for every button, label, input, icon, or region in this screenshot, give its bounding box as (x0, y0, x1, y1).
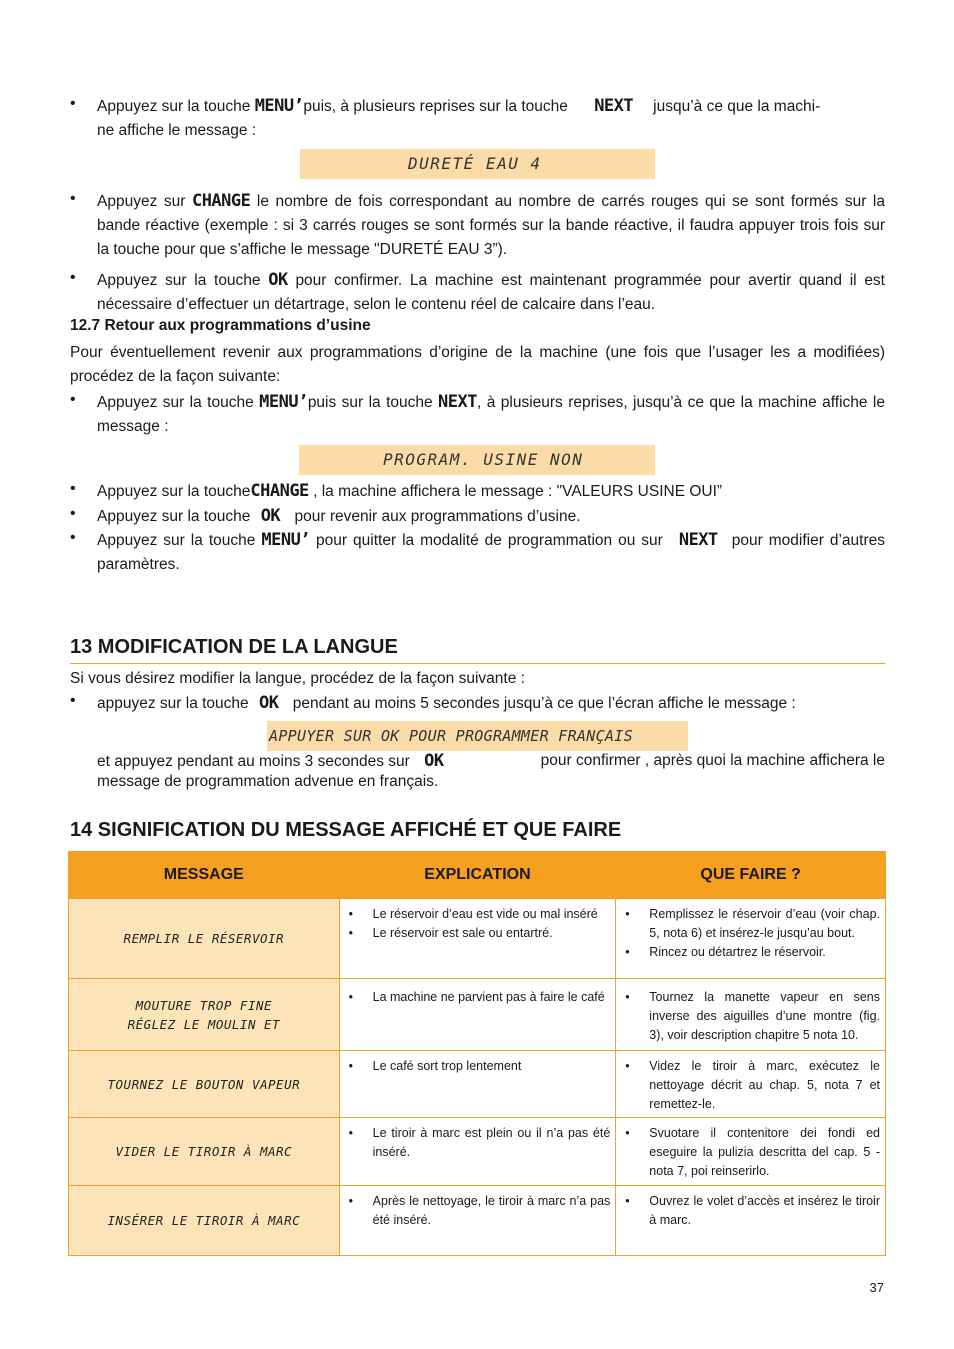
list-item: • Tournez la manette vapeur en sens inverse des aiguilles d’une montre (fig. 3), voir description chapitre 5 nota 10. (625, 988, 880, 1045)
instruction-paragraph: Appuyez sur la touche OK pour revenir aux programmations d’usine. (97, 506, 581, 526)
message-table (68, 851, 886, 1256)
section-title: 13 MODIFICATION DE LA LANGUE (70, 636, 398, 658)
next-key: NEXT (678, 530, 718, 550)
table-row (69, 1186, 886, 1256)
menu-key: MENU’ (254, 96, 304, 116)
change-key: CHANGE (191, 191, 251, 211)
table-row (69, 1118, 886, 1186)
column-header: QUE FAIRE ? (616, 852, 886, 899)
display-message: PROGRAM. USINE NON (299, 445, 655, 475)
explanation-cell (339, 1118, 616, 1186)
action-cell (616, 1186, 886, 1256)
section-title: 14 SIGNIFICATION DU MESSAGE AFFICHÉ ET QUE FAIRE (70, 819, 622, 841)
column-header: EXPLICATION (339, 852, 616, 899)
instruction-paragraph: Appuyez sur la touche MENU’puis, à plusieurs reprises sur la touche NEXT jusqu’à ce que la machi- ne affiche le message : (97, 96, 821, 139)
next-key: NEXT (438, 392, 477, 412)
list-item: • Remplissez le réservoir d’eau (voir chap. 5, nota 6) et insérez-le jusqu’au bout. (625, 905, 880, 943)
explanation-cell (339, 899, 616, 979)
action-cell (616, 899, 886, 979)
menu-key: MENU’ (259, 392, 308, 412)
bullet: • (70, 391, 76, 408)
list-item: • Le tiroir à marc est plein ou il n’a pas été inséré. (349, 1124, 611, 1162)
list-item: • Le café sort trop lentement (349, 1057, 611, 1076)
bullet: • (70, 95, 76, 112)
explanation-cell (339, 1186, 616, 1256)
message-cell: MOUTURE TROP FINE RÉGLEZ LE MOULIN ET (69, 979, 340, 1051)
bullet: • (70, 692, 76, 709)
ok-key: OK (260, 506, 281, 526)
bullet: • (70, 190, 76, 207)
bullet: • (70, 505, 76, 522)
message-cell: VIDER LE TIROIR À MARC (69, 1118, 340, 1186)
action-cell (616, 1051, 886, 1118)
menu-key: MENU’ (261, 530, 311, 550)
table-row (69, 979, 886, 1051)
ok-key: OK (424, 751, 444, 771)
list-item: • Rincez ou détartrez le réservoir. (625, 943, 880, 962)
list-item: • Le réservoir est sale ou entartré. (349, 924, 611, 943)
display-message: DURETÉ EAU 4 (300, 149, 655, 179)
section-text: Si vous désirez modifier la langue, procédez de la façon suivante : (70, 670, 525, 687)
instruction-paragraph: et appuyez pendant au moins 3 secondes sur OK pour confirmer , après quoi la machine affichera le message de programmation advenue en français. (97, 751, 885, 790)
list-item: • Videz le tiroir à marc, exécutez le nettoyage décrit au chap. 5, nota 7 et remettez-le. (625, 1057, 880, 1114)
instruction-paragraph: Appuyez sur la touche MENU’ pour quitter la modalité de programmation ou sur NEXT pour modifier d’autres paramètres. (97, 530, 886, 573)
explanation-cell (339, 979, 616, 1051)
message-cell: TOURNEZ LE BOUTON VAPEUR (69, 1051, 340, 1118)
display-message: APPUYER SUR OK POUR PROGRAMMER FRANÇAIS (267, 721, 688, 751)
table-header-row (69, 852, 886, 899)
ok-key: OK (268, 270, 288, 290)
bullet: • (70, 529, 76, 546)
list-item: • La machine ne parvient pas à faire le café (349, 988, 611, 1007)
explanation-cell (339, 1051, 616, 1118)
page-number: 37 (869, 1280, 884, 1295)
list-item: • Ouvrez le volet d’accès et insérez le tiroir à marc. (625, 1192, 880, 1230)
bullet: • (70, 480, 76, 497)
list-item: • Après le nettoyage, le tiroir à marc n’a pas été inséré. (349, 1192, 611, 1230)
table-row (69, 1051, 886, 1118)
section-heading: 12.7 Retour aux programmations d’usine (70, 317, 371, 334)
change-key: CHANGE (250, 481, 309, 501)
bullet: • (70, 269, 76, 286)
instruction-paragraph: Appuyez sur la touche OK pour confirmer. La machine est maintenant programmée pour avertir quand il est nécessaire d’effectuer un détartrage, selon le contenu réel de calcaire dans l’eau. (97, 270, 885, 313)
message-cell: INSÉRER LE TIROIR À MARC (69, 1186, 340, 1256)
section-text: Pour éventuellement revenir aux programmations d’origine de la machine (une fois que l’usager les a modifiées) procédez de la façon suivante: (70, 344, 885, 385)
table-row (69, 899, 886, 979)
next-key: NEXT (594, 96, 634, 116)
instruction-paragraph: Appuyez sur la touche MENU’puis sur la touche NEXT, à plusieurs reprises, jusqu’à ce que la machine affiche le message : (97, 392, 885, 435)
instruction-paragraph: Appuyez sur CHANGE le nombre de fois correspondant au nombre de carrés rouges qui se sont formés sur la bande réactive (exemple : si 3 carrés rouges se sont formés sur la bande réactive, il faudra appuyer trois fois sur la touche pour que s’affiche le message "DURETÉ EAU 3”). (97, 191, 885, 258)
list-item: • Le réservoir d’eau est vide ou mal inséré (349, 905, 611, 924)
column-header: MESSAGE (69, 852, 340, 899)
ok-key: OK (258, 693, 279, 713)
action-cell (616, 1118, 886, 1186)
message-cell: REMPLIR LE RÉSERVOIR (69, 899, 340, 979)
instruction-paragraph: appuyez sur la touche OK pendant au moins 5 secondes jusqu’à ce que l’écran affiche le message : (97, 693, 796, 713)
instruction-paragraph: Appuyez sur la toucheCHANGE , la machine affichera le message : "VALEURS USINE OUI” (97, 481, 723, 501)
title-underline (70, 663, 885, 664)
list-item: • Svuotare il contenitore dei fondi ed eseguire la pulizia descritta del cap. 5 - nota 7, poi reinserirlo. (625, 1124, 880, 1181)
action-cell (616, 979, 886, 1051)
